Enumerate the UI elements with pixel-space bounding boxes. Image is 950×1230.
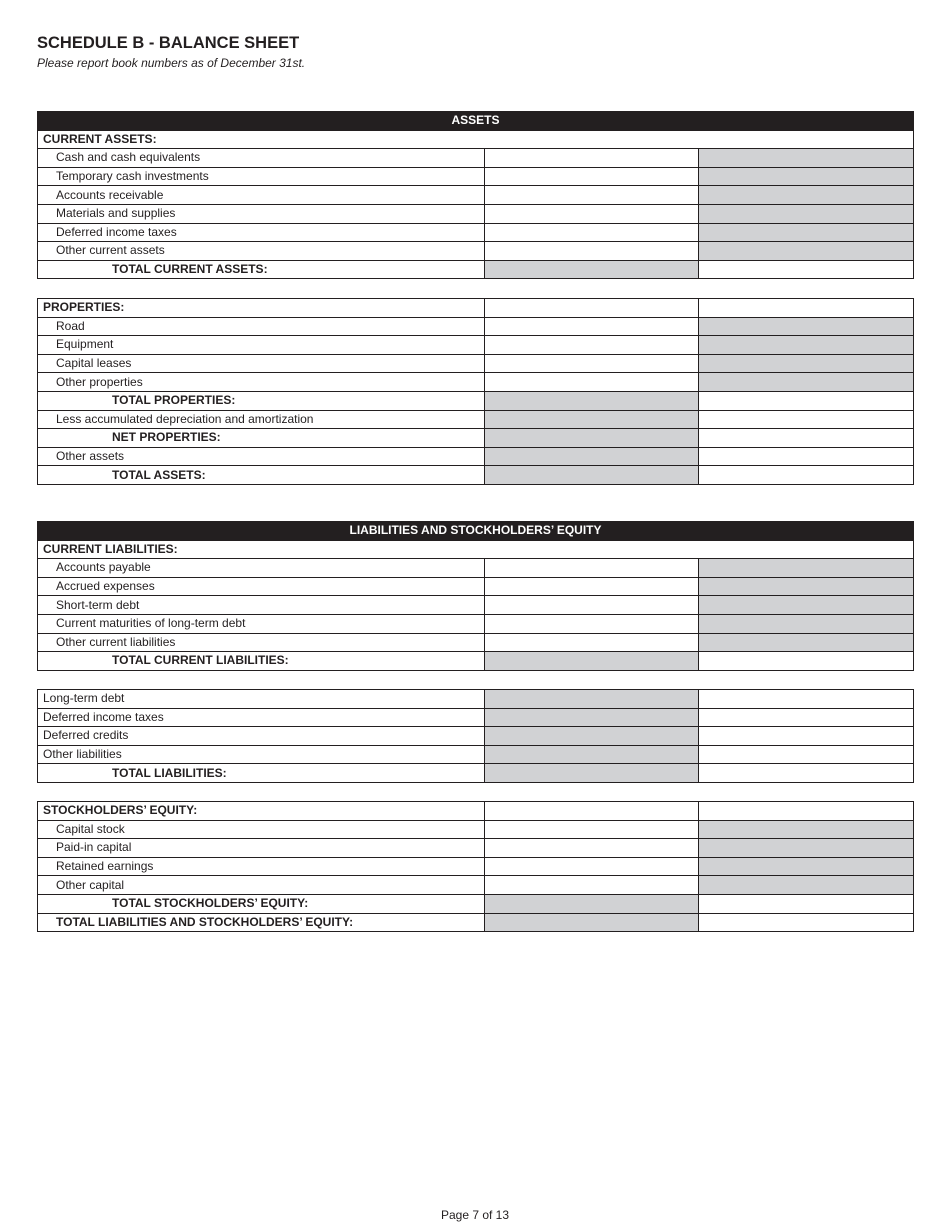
amount-field[interactable] <box>699 745 914 764</box>
shaded-cell <box>699 336 914 355</box>
row-label: Long-term debt <box>38 690 485 709</box>
table-row <box>38 857 914 876</box>
shaded-cell <box>699 223 914 242</box>
total-liabilities-equity-label: TOTAL LIABILITIES AND STOCKHOLDERS’ EQUITY: <box>38 913 485 932</box>
total-current-assets-label: TOTAL CURRENT ASSETS: <box>38 260 485 279</box>
current-assets-label: CURRENT ASSETS: <box>38 130 914 149</box>
total-row <box>38 894 914 913</box>
blank-cell <box>699 802 914 821</box>
amount-field[interactable] <box>485 223 699 242</box>
shaded-cell <box>485 913 699 932</box>
table-row <box>38 447 914 466</box>
table-row <box>38 614 914 633</box>
shaded-cell <box>699 373 914 392</box>
row-label: Capital leases <box>38 354 485 373</box>
shaded-cell <box>699 876 914 895</box>
amount-field[interactable] <box>485 577 699 596</box>
row-label: Materials and supplies <box>38 204 485 223</box>
net-properties-label: NET PROPERTIES: <box>38 429 485 448</box>
shaded-cell <box>699 596 914 615</box>
row-label: Other properties <box>38 373 485 392</box>
row-label: Equipment <box>38 336 485 355</box>
amount-field[interactable] <box>699 410 914 429</box>
current-assets-table <box>37 111 914 279</box>
shaded-cell <box>485 727 699 746</box>
shaded-cell <box>699 633 914 652</box>
table-row <box>38 839 914 858</box>
current-liabilities-label: CURRENT LIABILITIES: <box>38 540 914 559</box>
shaded-cell <box>699 204 914 223</box>
shaded-cell <box>485 466 699 485</box>
long-term-liabilities-table <box>37 689 914 783</box>
shaded-cell <box>485 260 699 279</box>
amount-field[interactable] <box>699 690 914 709</box>
table-row <box>38 317 914 336</box>
table-row <box>38 373 914 392</box>
row-label: Road <box>38 317 485 336</box>
shaded-cell <box>699 559 914 578</box>
liabilities-header: LIABILITIES AND STOCKHOLDERS’ EQUITY <box>38 522 914 541</box>
page-subtitle: Please report book numbers as of December 31st. <box>37 56 306 70</box>
current-liabilities-table <box>37 521 914 671</box>
amount-field[interactable] <box>699 727 914 746</box>
amount-field[interactable] <box>485 633 699 652</box>
shaded-cell <box>485 745 699 764</box>
page-title: SCHEDULE B - BALANCE SHEET <box>37 34 300 52</box>
amount-field[interactable] <box>485 204 699 223</box>
shaded-cell <box>699 242 914 261</box>
shaded-cell <box>699 149 914 168</box>
total-amount-field[interactable] <box>699 391 914 410</box>
row-label: Other assets <box>38 447 485 466</box>
assets-header: ASSETS <box>38 112 914 131</box>
amount-field[interactable] <box>485 186 699 205</box>
amount-field[interactable] <box>485 149 699 168</box>
row-label: Deferred credits <box>38 727 485 746</box>
row-label: Accounts receivable <box>38 186 485 205</box>
shaded-cell <box>699 317 914 336</box>
amount-field[interactable] <box>485 167 699 186</box>
total-row <box>38 391 914 410</box>
total-properties-label: TOTAL PROPERTIES: <box>38 391 485 410</box>
row-label: Retained earnings <box>38 857 485 876</box>
total-row <box>38 764 914 783</box>
total-row <box>38 913 914 932</box>
row-label: Less accumulated depreciation and amortization <box>38 410 485 429</box>
table-row <box>38 336 914 355</box>
table-row <box>38 577 914 596</box>
blank-cell <box>699 299 914 318</box>
total-row <box>38 652 914 671</box>
amount-field[interactable] <box>485 820 699 839</box>
amount-field[interactable] <box>485 876 699 895</box>
properties-table <box>37 298 914 485</box>
total-row <box>38 260 914 279</box>
table-row <box>38 708 914 727</box>
total-amount-field[interactable] <box>699 652 914 671</box>
table-row <box>38 876 914 895</box>
table-row <box>38 633 914 652</box>
table-row <box>38 149 914 168</box>
blank-cell <box>485 299 699 318</box>
shaded-cell <box>485 652 699 671</box>
table-row <box>38 727 914 746</box>
amount-field[interactable] <box>485 242 699 261</box>
table-row <box>38 745 914 764</box>
row-label: Other capital <box>38 876 485 895</box>
amount-field[interactable] <box>485 596 699 615</box>
shaded-cell <box>485 690 699 709</box>
amount-field[interactable] <box>485 373 699 392</box>
table-row <box>38 186 914 205</box>
amount-field[interactable] <box>485 336 699 355</box>
table-row <box>38 204 914 223</box>
shaded-cell <box>485 410 699 429</box>
shaded-cell <box>699 614 914 633</box>
total-amount-field[interactable] <box>699 913 914 932</box>
row-label: Short-term debt <box>38 596 485 615</box>
total-current-liabilities-label: TOTAL CURRENT LIABILITIES: <box>38 652 485 671</box>
row-label: Current maturities of long-term debt <box>38 614 485 633</box>
shaded-cell <box>485 708 699 727</box>
table-row <box>38 690 914 709</box>
row-label: Accrued expenses <box>38 577 485 596</box>
shaded-cell <box>485 447 699 466</box>
table-row <box>38 354 914 373</box>
total-row <box>38 429 914 448</box>
table-row <box>38 596 914 615</box>
stockholders-equity-table <box>37 801 914 932</box>
total-amount-field[interactable] <box>699 894 914 913</box>
amount-field[interactable] <box>485 354 699 373</box>
total-assets-label: TOTAL ASSETS: <box>38 466 485 485</box>
total-stockholders-equity-label: TOTAL STOCKHOLDERS’ EQUITY: <box>38 894 485 913</box>
properties-label: PROPERTIES: <box>38 299 485 318</box>
row-label: Paid-in capital <box>38 839 485 858</box>
table-row <box>38 223 914 242</box>
shaded-cell <box>485 391 699 410</box>
stockholders-equity-label: STOCKHOLDERS’ EQUITY: <box>38 802 485 821</box>
table-row <box>38 242 914 261</box>
row-label: Other current liabilities <box>38 633 485 652</box>
row-label: Other liabilities <box>38 745 485 764</box>
shaded-cell <box>699 186 914 205</box>
row-label: Deferred income taxes <box>38 223 485 242</box>
row-label: Other current assets <box>38 242 485 261</box>
amount-field[interactable] <box>699 708 914 727</box>
shaded-cell <box>699 857 914 876</box>
table-row <box>38 820 914 839</box>
shaded-cell <box>699 354 914 373</box>
table-row <box>38 167 914 186</box>
shaded-cell <box>699 820 914 839</box>
page-number: Page 7 of 13 <box>440 1208 510 1222</box>
shaded-cell <box>485 764 699 783</box>
shaded-cell <box>699 839 914 858</box>
row-label: Deferred income taxes <box>38 708 485 727</box>
row-label: Accounts payable <box>38 559 485 578</box>
amount-field[interactable] <box>485 839 699 858</box>
amount-field[interactable] <box>485 317 699 336</box>
blank-cell <box>485 802 699 821</box>
amount-field[interactable] <box>485 857 699 876</box>
shaded-cell <box>699 577 914 596</box>
shaded-cell <box>485 429 699 448</box>
total-amount-field[interactable] <box>699 260 914 279</box>
table-row <box>38 410 914 429</box>
total-row <box>38 466 914 485</box>
total-amount-field[interactable] <box>699 429 914 448</box>
row-label: Temporary cash investments <box>38 167 485 186</box>
shaded-cell <box>485 894 699 913</box>
table-row <box>38 559 914 578</box>
amount-field[interactable] <box>699 447 914 466</box>
row-label: Cash and cash equivalents <box>38 149 485 168</box>
amount-field[interactable] <box>485 559 699 578</box>
total-amount-field[interactable] <box>699 764 914 783</box>
row-label: Capital stock <box>38 820 485 839</box>
shaded-cell <box>699 167 914 186</box>
total-liabilities-label: TOTAL LIABILITIES: <box>38 764 485 783</box>
total-amount-field[interactable] <box>699 466 914 485</box>
amount-field[interactable] <box>485 614 699 633</box>
